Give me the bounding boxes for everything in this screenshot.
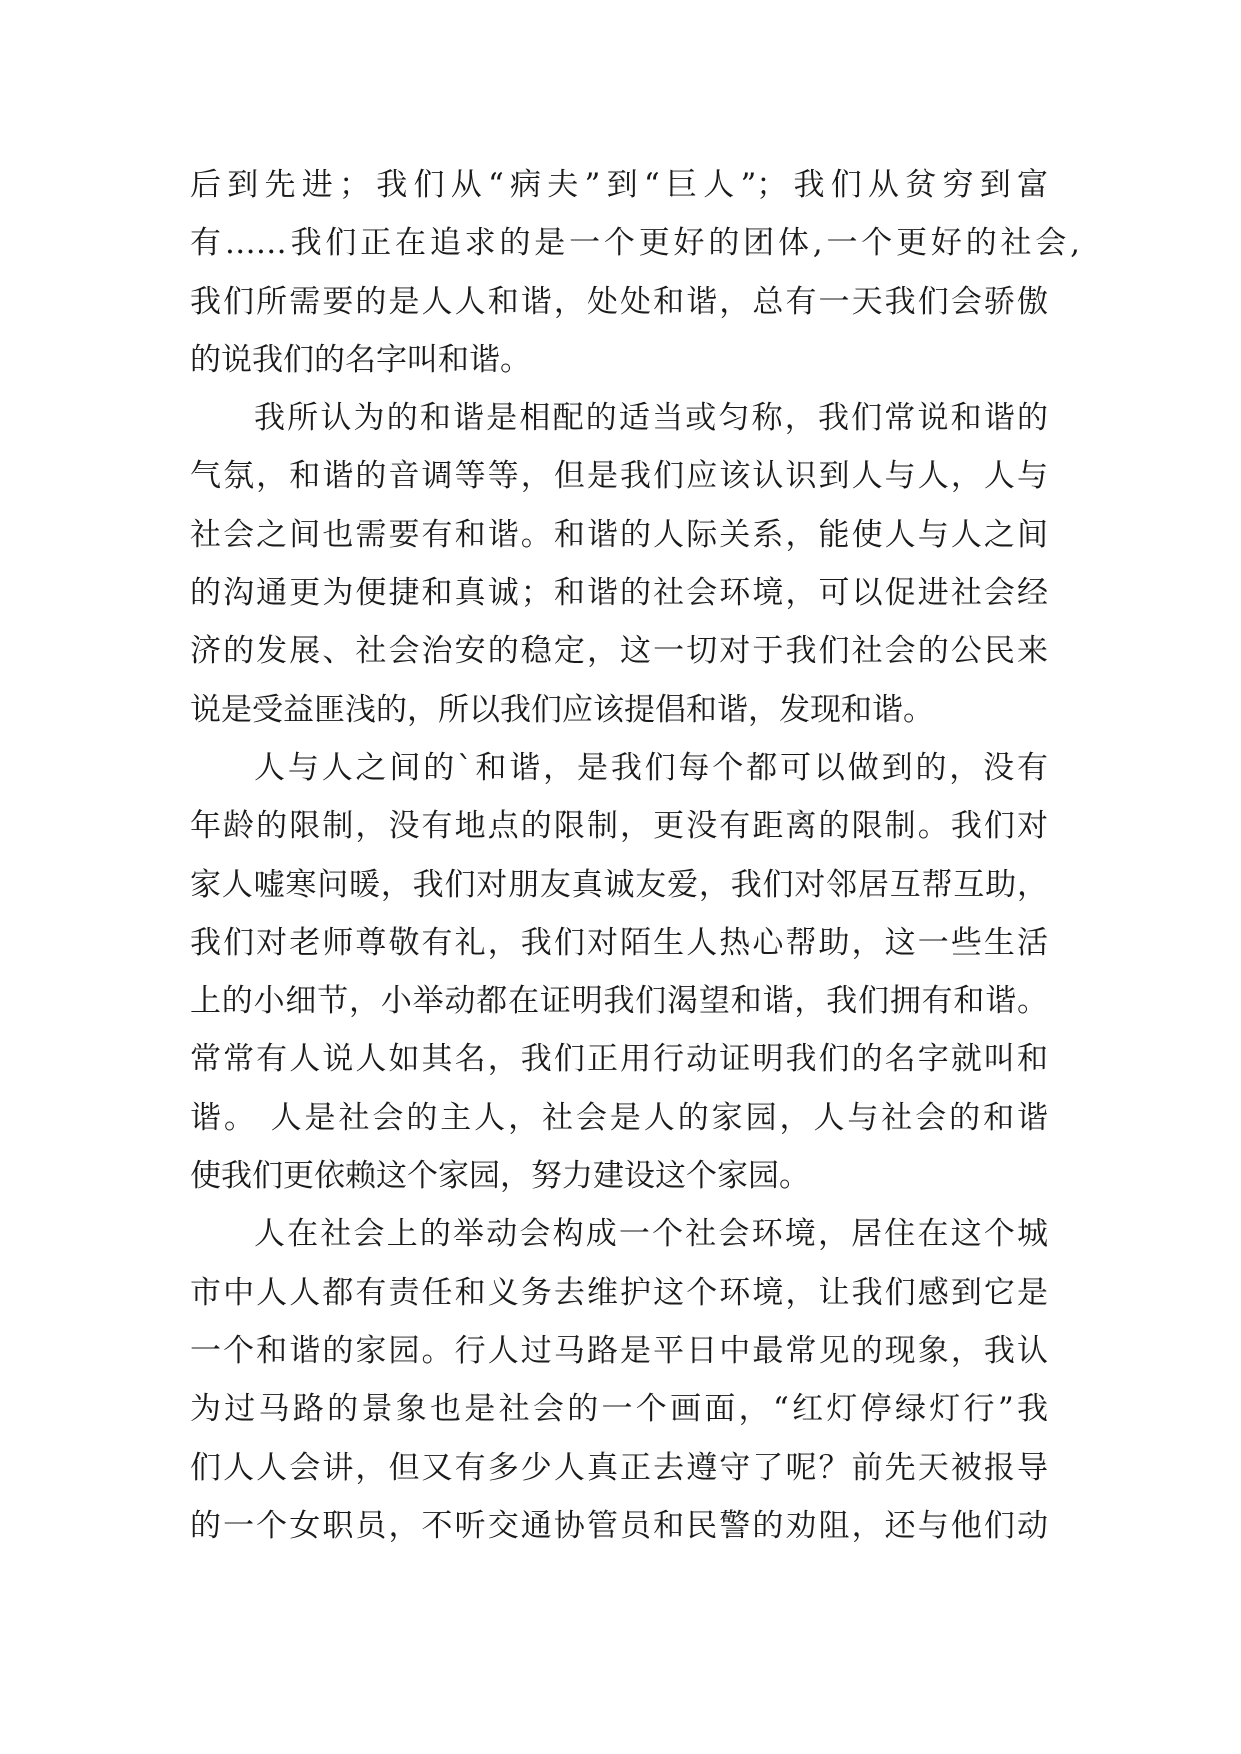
paragraph-2 (190, 389, 1090, 739)
text-line: 的沟通更为便捷和真诚；和谐的社会环境，可以促进社会经 (190, 575, 1048, 612)
text-line: 上的小细节，小举动都在证明我们渴望和谐，我们拥有和谐。 (190, 983, 1048, 1020)
paragraph-3 (190, 739, 1090, 1205)
text-line: 常常有人说人如其名，我们正用行动证明我们的名字就叫和 (190, 1041, 1048, 1078)
text-line: 一个和谐的家园。行人过马路是平日中最常见的现象，我认 (190, 1332, 1048, 1369)
text-line: 说是受益匪浅的，所以我们应该提倡和谐，发现和谐。 (190, 691, 934, 728)
text-line: 的说我们的名字叫和谐。 (190, 341, 531, 378)
text-line: 济的发展、社会治安的稳定，这一切对于我们社会的公民来 (190, 633, 1048, 670)
text-line: 社会之间也需要有和谐。和谐的人际关系，能使人与人之间 (190, 516, 1048, 553)
text-line: 谐。 人是社会的主人，社会是人的家园，人与社会的和谐 (190, 1099, 1048, 1136)
text-line: 我们对老师尊敬有礼，我们对陌生人热心帮助，这一些生活 (190, 924, 1048, 961)
text-line: 年龄的限制，没有地点的限制，更没有距离的限制。我们对 (190, 808, 1048, 845)
text-line: 我所认为的和谐是相配的适当或匀称，我们常说和谐的 (254, 400, 1048, 437)
text-line: 家人嘘寒问暖，我们对朋友真诚友爱，我们对邻居互帮互助， (190, 866, 1048, 903)
paragraph-1 (190, 156, 1090, 389)
paragraph-4 (190, 1205, 1090, 1555)
text-line: 的一个女职员，不听交通协管员和民警的劝阻，还与他们动 (190, 1507, 1048, 1544)
text-line: 人与人之间的`和谐，是我们每个都可以做到的，没有 (254, 749, 1048, 786)
text-line: 有……我们正在追求的是一个更好的团体,一个更好的社会, (190, 225, 1080, 262)
text-line: 市中人人都有责任和义务去维护这个环境，让我们感到它是 (190, 1274, 1048, 1311)
text-line: 气氛，和谐的音调等等，但是我们应该认识到人与人，人与 (190, 458, 1048, 495)
text-line: 我们所需要的是人人和谐，处处和谐，总有一天我们会骄傲 (190, 283, 1048, 320)
text-line: 后到先进；我们从“病夫”到“巨人”；我们从贫穷到富 (190, 167, 1048, 203)
document-body (190, 156, 1090, 1555)
text-line: 为过马路的景象也是社会的一个画面，“红灯停绿灯行”我 (190, 1391, 1048, 1428)
text-line: 们人人会讲，但又有多少人真正去遵守了呢？前先天被报导 (190, 1449, 1048, 1486)
text-line: 使我们更依赖这个家园，努力建设这个家园。 (190, 1158, 810, 1195)
text-line: 人在社会上的举动会构成一个社会环境，居住在这个城 (254, 1216, 1048, 1253)
